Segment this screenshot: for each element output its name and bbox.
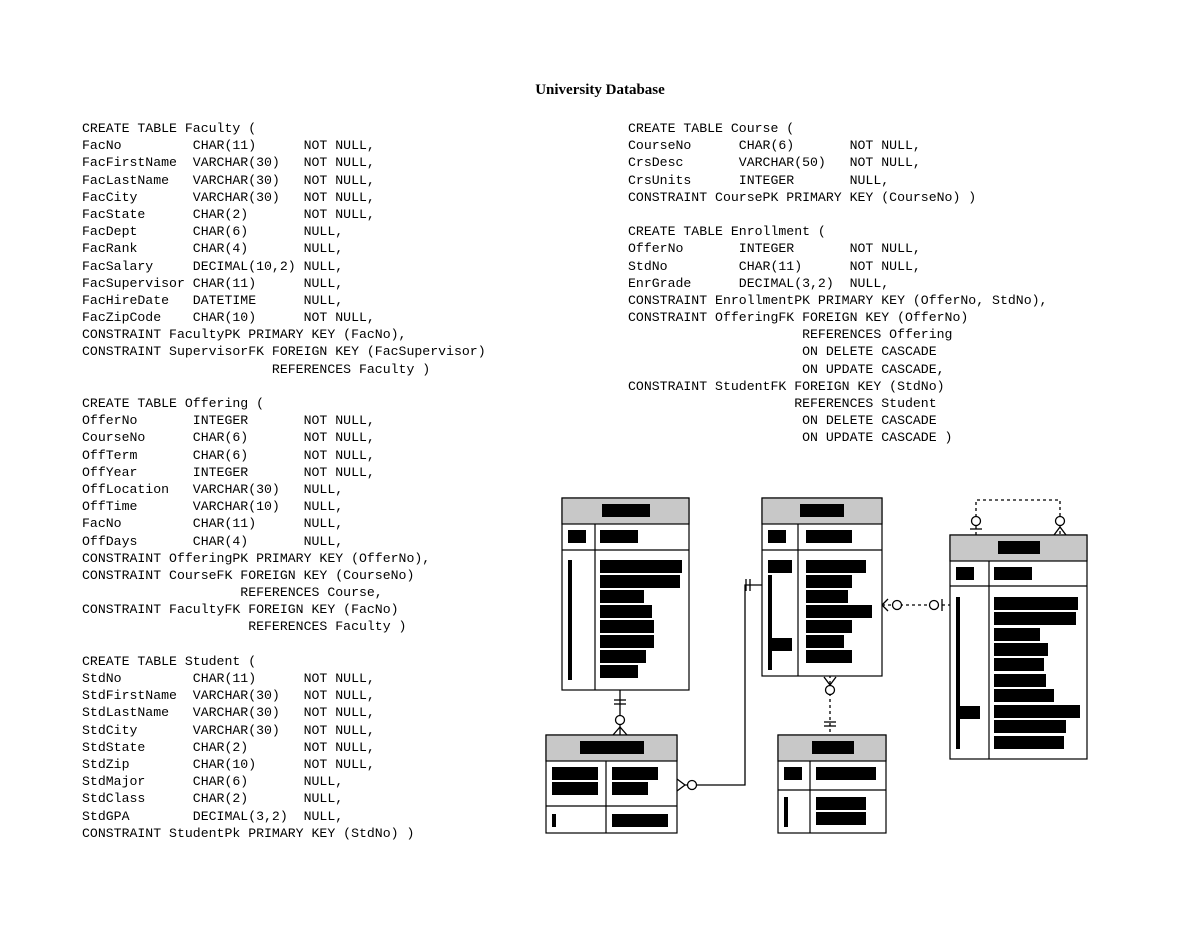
sql-line: FacNo CHAR(11) NOT NULL, (82, 138, 375, 154)
page-title: University Database (535, 82, 665, 98)
sql-line: FacLastName VARCHAR(30) NOT NULL, (82, 172, 375, 188)
sql-line: CONSTRAINT SupervisorFK FOREIGN KEY (FacSupervisor) (82, 344, 486, 360)
sql-line: REFERENCES Faculty ) (82, 361, 431, 377)
sql-line: ON DELETE CASCADE (628, 413, 937, 429)
sql-line: CrsDesc VARCHAR(50) NOT NULL, (628, 155, 921, 171)
sql-line: OffTime VARCHAR(10) NULL, (82, 499, 344, 515)
sql-line: FacZipCode CHAR(10) NOT NULL, (82, 310, 375, 326)
sql-line: FacSalary DECIMAL(10,2) NULL, (82, 258, 344, 274)
sql-line: FacState CHAR(2) NOT NULL, (82, 206, 375, 222)
sql-line: FacRank CHAR(4) NULL, (82, 241, 344, 257)
sql-line: REFERENCES Student (628, 396, 937, 411)
sql-line: CourseNo CHAR(6) NOT NULL, (628, 138, 921, 154)
sql-line: EnrGrade DECIMAL(3,2) NULL, (628, 275, 890, 291)
sql-line: FacFirstName VARCHAR(30) NOT NULL, (82, 155, 375, 171)
entity-student (546, 735, 677, 833)
entity-course (562, 498, 689, 690)
sql-line: REFERENCES Offering (628, 327, 953, 343)
sql-line: FacHireDate DATETIME NULL, (82, 292, 344, 308)
sql-line: CONSTRAINT StudentPk PRIMARY KEY (StdNo) ) (82, 825, 415, 841)
sql-line: REFERENCES Faculty ) (82, 619, 407, 635)
sql-line: FacCity VARCHAR(30) NOT NULL, (82, 189, 375, 205)
sql-line: OffDays CHAR(4) NULL, (82, 533, 344, 549)
sql-line: StdNo CHAR(11) NOT NULL, (82, 671, 375, 686)
sql-line: CREATE TABLE Course ( (628, 121, 795, 136)
sql-line: StdFirstName VARCHAR(30) NOT NULL, (82, 688, 375, 704)
sql-line: REFERENCES Course, (82, 585, 383, 601)
sql-line: StdState CHAR(2) NOT NULL, (82, 739, 375, 755)
sql-line: CONSTRAINT FacultyFK FOREIGN KEY (FacNo) (82, 602, 399, 618)
entity-faculty (950, 535, 1087, 759)
sql-line: FacDept CHAR(6) NULL, (82, 224, 344, 240)
sql-line: OfferNo INTEGER NOT NULL, (628, 241, 921, 257)
sql-line: StdMajor CHAR(6) NULL, (82, 774, 344, 790)
sql-left-column (82, 120, 486, 842)
entity-enrollment (778, 735, 886, 833)
sql-line: StdNo CHAR(11) NOT NULL, (628, 258, 921, 274)
sql-line: CREATE TABLE Enrollment ( (628, 224, 826, 240)
sql-line: CrsUnits INTEGER NULL, (628, 172, 890, 188)
sql-line: CONSTRAINT OfferingPK PRIMARY KEY (OfferNo), (82, 550, 431, 566)
sql-line: ON DELETE CASCADE (628, 344, 937, 360)
sql-line: OffLocation VARCHAR(30) NULL, (82, 481, 344, 497)
sql-line: OffTerm CHAR(6) NOT NULL, (82, 447, 375, 463)
sql-line (82, 636, 486, 653)
sql-line: StdLastName VARCHAR(30) NOT NULL, (82, 705, 375, 721)
sql-line: OffYear INTEGER NOT NULL, (82, 464, 375, 480)
erd-diagram (540, 490, 1100, 840)
sql-line: CONSTRAINT FacultyPK PRIMARY KEY (FacNo), (82, 327, 407, 343)
sql-line: CREATE TABLE Faculty ( (82, 121, 257, 136)
entity-offering (762, 498, 882, 676)
sql-right-column (628, 120, 1047, 447)
sql-line: StdClass CHAR(2) NULL, (82, 791, 344, 807)
sql-line (628, 206, 1047, 223)
sql-line: CREATE TABLE Offering ( (82, 396, 265, 411)
sql-line: FacSupervisor CHAR(11) NULL, (82, 275, 344, 291)
student-enrollment-line (685, 585, 762, 785)
sql-line: CONSTRAINT CourseFK FOREIGN KEY (CourseNo) (82, 567, 415, 583)
sql-line: StdGPA DECIMAL(3,2) NULL, (82, 808, 344, 824)
sql-line: FacNo CHAR(11) NULL, (82, 516, 344, 532)
sql-line: CourseNo CHAR(6) NOT NULL, (82, 430, 375, 446)
sql-line (82, 378, 486, 395)
sql-line: OfferNo INTEGER NOT NULL, (82, 413, 375, 429)
faculty-self-line (976, 500, 1060, 535)
sql-line: CREATE TABLE Student ( (82, 653, 257, 669)
sql-line: CONSTRAINT CoursePK PRIMARY KEY (CourseNo) ) (628, 189, 977, 205)
sql-line: ON UPDATE CASCADE ) (628, 430, 953, 446)
sql-line: CONSTRAINT EnrollmentPK PRIMARY KEY (OfferNo, StdNo), (628, 292, 1048, 308)
sql-line: CONSTRAINT OfferingFK FOREIGN KEY (OfferNo) (628, 310, 969, 326)
sql-line: CONSTRAINT StudentFK FOREIGN KEY (StdNo) (628, 378, 945, 394)
sql-line: StdZip CHAR(10) NOT NULL, (82, 756, 375, 772)
sql-line: StdCity VARCHAR(30) NOT NULL, (82, 722, 375, 738)
sql-line: ON UPDATE CASCADE, (628, 361, 945, 377)
